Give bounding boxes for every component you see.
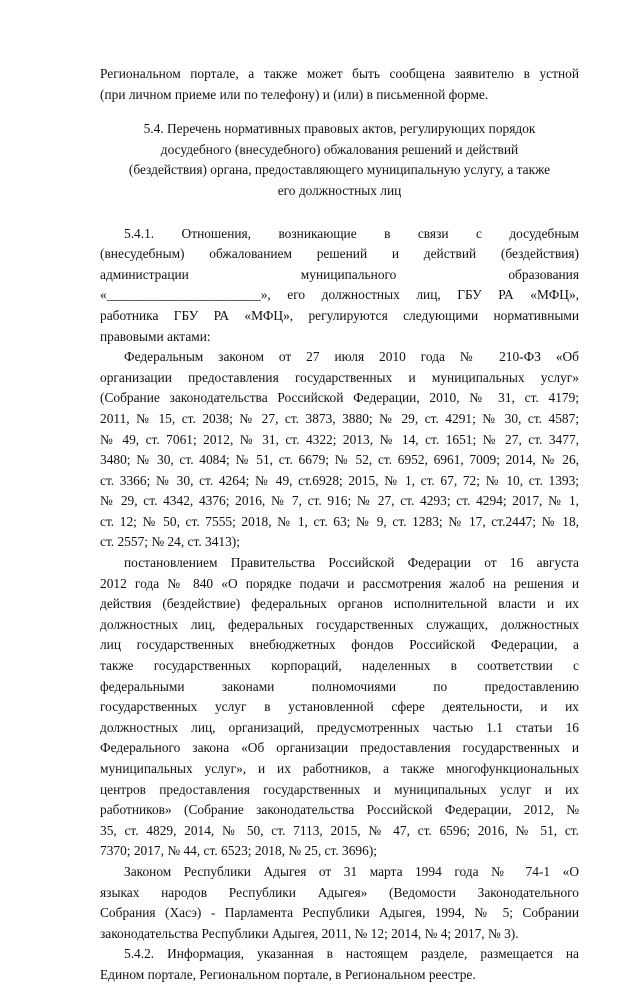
text-line: «_______________________», его должностных лиц, ГБУ РА «МФЦ», <box>100 287 579 303</box>
paragraph-5-4-1-cont <box>100 244 579 347</box>
text-line: № 49, ст. 7061; 2012, № 31, ст. 4322; 2013, № 14, ст. 1651; № 27, ст. 3477, <box>100 431 579 447</box>
text-line: ст. 12; № 50, ст. 7555; 2018, № 1, ст. 63; № 9, ст. 1283; № 17, ст.2447; № 18, <box>100 513 579 529</box>
text-line: 35, ст. 4829, 2014, № 50, ст. 7113, 2015, № 47, ст. 6596; 2016, № 51, ст. <box>100 822 579 838</box>
text-line: организации предоставления государственных и муниципальных услуг» <box>100 369 579 385</box>
text-line: должностных лиц, организаций, предусмотренных частью 1.1 статьи 16 <box>100 719 579 735</box>
text-line: ст. 3366; № 30, ст. 4264; № 49, ст.6928; 2015, № 1, ст. 67, 72; № 10, ст. 1393; <box>100 472 579 488</box>
heading-line: (бездействия) органа, предоставляющего муниципальную услугу, а также <box>128 162 551 178</box>
text-line: администрации муниципального образования <box>100 266 579 282</box>
text-line: государственных услуг в установленной сфере деятельности, и их <box>100 699 579 715</box>
text-line: лиц государственных внебюджетных фондов Российской Федерации, а <box>100 637 579 653</box>
text-line: Федерального закона «Об организации предоставления государственных и <box>100 740 579 756</box>
paragraph-5-4-2 <box>100 944 579 985</box>
text-line: (Собрание законодательства Российской Федерации, 2010, № 31, ст. 4179; <box>100 390 579 406</box>
text-line: Законом Республики Адыгея от 31 марта 1994 года № 74-1 «О <box>124 863 579 879</box>
text-line: 5.4.1. Отношения, возникающие в связи с досудебным <box>124 225 579 241</box>
text-line: федеральными законами полномочиями по предоставлению <box>100 678 579 694</box>
text-line: (при личном приеме или по телефону) и (или) в письменной форме. <box>100 86 489 102</box>
law-210-fz-paragraph <box>100 347 579 553</box>
text-line: также государственных корпораций, наделенных в соответствии с <box>100 658 579 674</box>
decree-840-paragraph <box>100 553 579 862</box>
text-line: Региональном портале, а также может быть сообщена заявителю в устной <box>100 66 579 81</box>
text-line: работников» (Собрание законодательства Российской Федерации, 2012, № <box>100 802 579 818</box>
text-line: (внесудебным) обжалованием решений и действий (бездействия) <box>100 246 579 262</box>
text-line: должностных лиц, федеральных государственных служащих, должностных <box>100 616 579 632</box>
text-line: Федеральным законом от 27 июля 2010 года № 210-ФЗ «Об <box>124 349 579 365</box>
text-line: 3480; № 30, ст. 4084; № 51, ст. 6679; № 52, ст. 6952, 6961, 7009; 2014, № 26, <box>100 452 579 468</box>
document-body <box>100 64 579 986</box>
text-line: № 29, ст. 4342, 4376; 2016, № 7, ст. 916; № 27, ст. 4293; ст. 4294; 2017, № 1, <box>100 493 579 509</box>
text-line: ст. 2557; № 24, ст. 3413); <box>100 534 240 550</box>
text-line: 7370; 2017, № 44, ст. 6523; 2018, № 25, ст. 3696); <box>100 843 377 859</box>
text-line: центров предоставления государственных и муниципальных услуг и их <box>100 781 579 797</box>
intro-paragraph <box>100 64 579 105</box>
heading-line: досудебного (внесудебного) обжалования решений и действий <box>160 141 519 157</box>
text-line: постановлением Правительства Российской Федерации от 16 августа <box>124 555 579 571</box>
text-line: правовыми актами: <box>100 328 211 344</box>
text-line: Едином портале, Региональном портале, в Региональном реестре. <box>100 966 476 982</box>
text-line: 2011, № 15, ст. 2038; № 27, ст. 3873, 3880; № 29, ст. 4291; № 30, ст. 4587; <box>100 410 579 426</box>
paragraph-5-4-1 <box>100 224 579 245</box>
text-line: законодательства Республики Адыгея, 2011, № 12; 2014, № 4; 2017, № 3). <box>100 925 519 941</box>
heading-line: 5.4. Перечень нормативных правовых актов, регулирующих порядок <box>143 121 536 137</box>
heading-line: его должностных лиц <box>277 182 402 198</box>
text-line: Собрания (Хасэ) - Парламента Республики Адыгея, 1994, № 5; Собрании <box>100 905 579 921</box>
text-line: действия (бездействие) федеральных органов исполнительной власти и их <box>100 596 579 612</box>
text-line: языках народов Республики Адыгея» (Ведомости Законодательного <box>100 884 579 900</box>
text-line: 5.4.2. Информация, указанная в настоящем разделе, размещается на <box>124 946 579 962</box>
text-line: работника ГБУ РА «МФЦ», регулируются следующими нормативными <box>100 307 579 323</box>
law-74-1-paragraph <box>100 862 579 944</box>
text-line: 2012 года № 840 «О порядке подачи и рассмотрения жалоб на решения и <box>100 575 579 591</box>
text-line: муниципальных услуг», и их работников, а также многофункциональных <box>100 761 579 776</box>
section-heading <box>100 119 579 201</box>
